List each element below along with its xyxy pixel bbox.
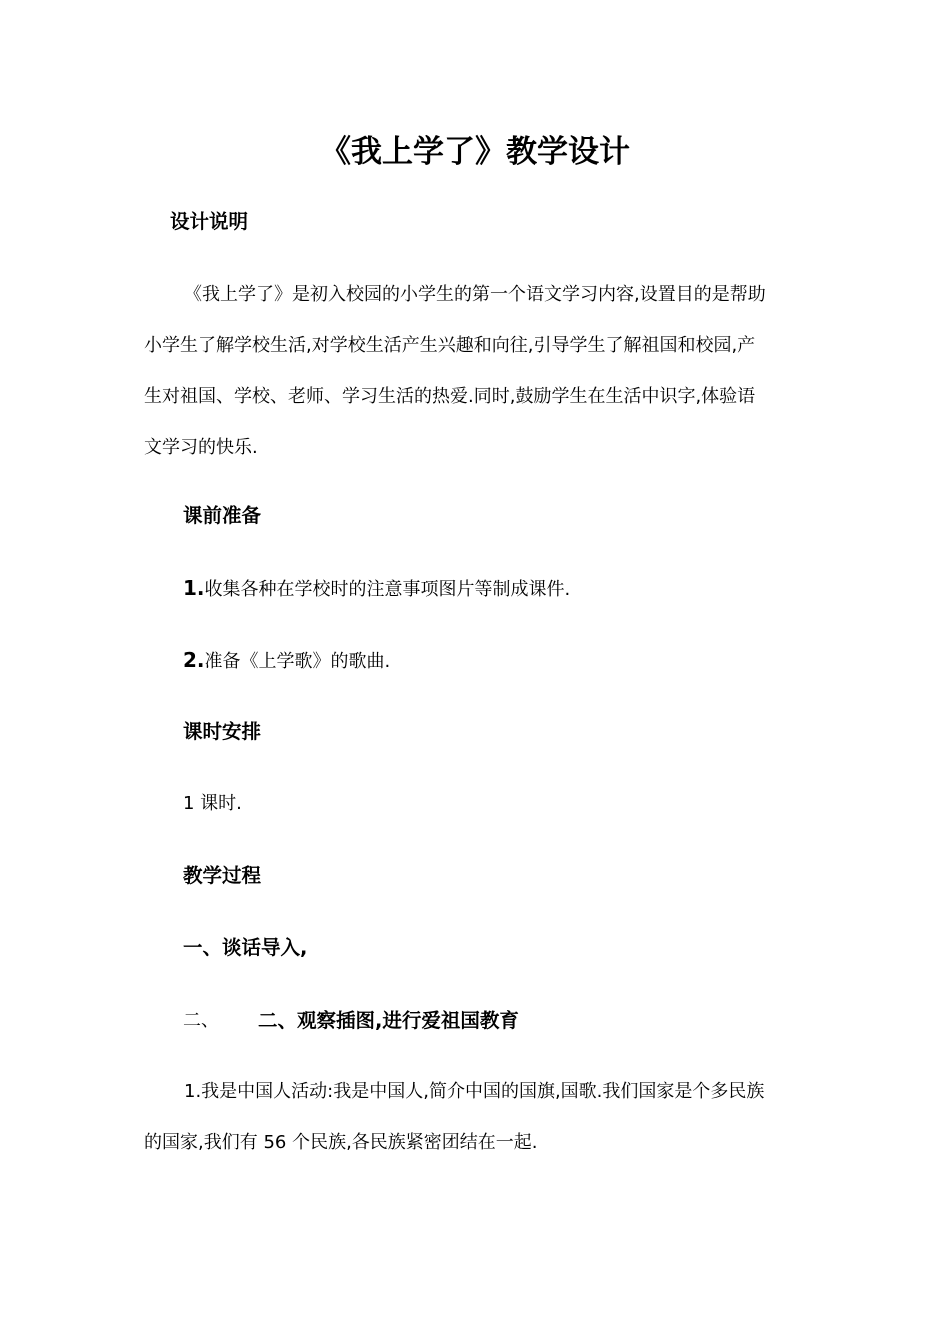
list-marker: 二、	[183, 1010, 219, 1031]
list-item-text: 准备《上学歌》的歌曲.	[204, 651, 391, 672]
section-heading-design-note: 设计说明	[170, 210, 249, 233]
section-heading-schedule: 课时安排	[183, 720, 262, 743]
section-heading-preparation: 课前准备	[183, 504, 262, 527]
schedule-text: 1 课时.	[183, 793, 242, 814]
preparation-item-1	[183, 573, 570, 605]
design-note-paragraph	[144, 280, 814, 484]
section-heading-process: 教学过程	[183, 864, 262, 887]
paragraph-line: 小学生了解学校生活,对学校生活产生兴趣和向往,引导学生了解祖国和校园,产	[144, 335, 756, 356]
preparation-item-2	[183, 645, 390, 677]
process-step-2: 二、观察插图,进行爱祖国教育	[258, 1009, 519, 1032]
paragraph-line: 1.我是中国人活动:我是中国人,简介中国的国旗,国歌.我们国家是个多民族	[184, 1081, 765, 1102]
list-number: 1.	[183, 576, 205, 600]
paragraph-line: 生对祖国、学校、老师、学习生活的热爱.同时,鼓励学生在生活中识字,体验语	[144, 386, 756, 407]
paragraph-line: 《我上学了》是初入校园的小学生的第一个语文学习内容,设置目的是帮助	[184, 284, 766, 305]
document-title: 《我上学了》教学设计	[320, 134, 630, 170]
activity-paragraph	[144, 1077, 814, 1179]
list-item-text: 收集各种在学校时的注意事项图片等制成课件.	[204, 579, 571, 600]
paragraph-line: 的国家,我们有 56 个民族,各民族紧密团结在一起.	[144, 1132, 538, 1153]
list-number: 2.	[183, 648, 205, 672]
paragraph-line: 文学习的快乐.	[144, 437, 258, 458]
process-step-1: 一、谈话导入,	[183, 936, 308, 959]
